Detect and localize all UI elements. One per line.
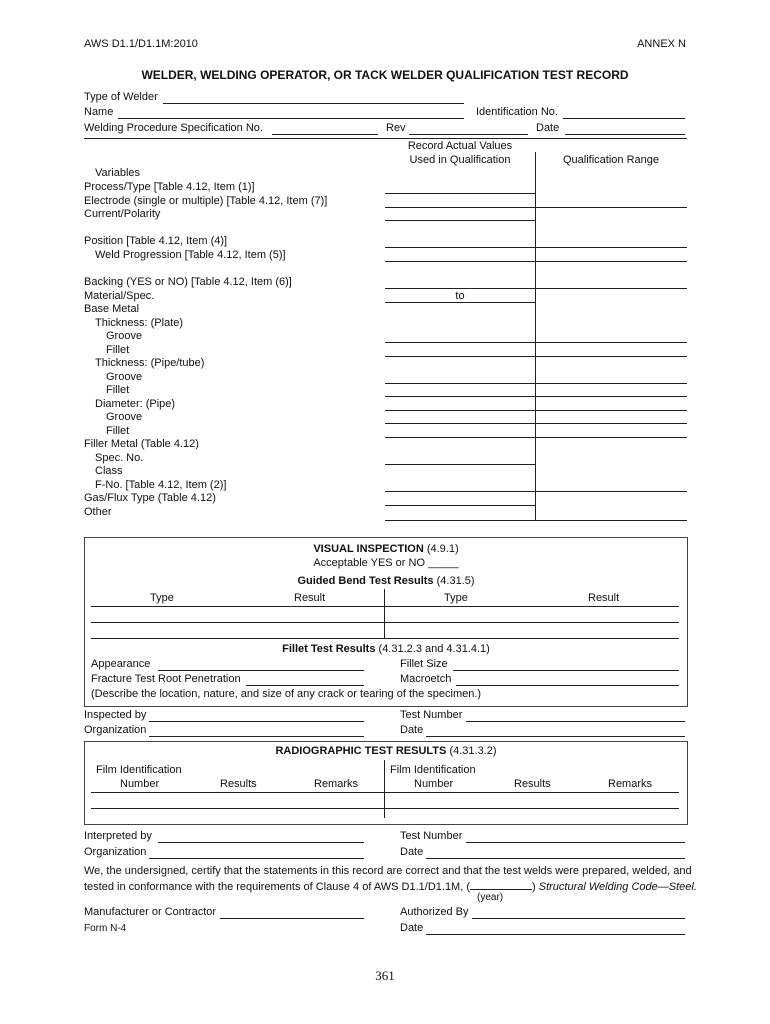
backing-value[interactable] xyxy=(385,288,687,289)
record-actual-heading-1: Record Actual Values xyxy=(407,140,513,152)
certification-line-2-text: tested in conformance with the requirements of Clause 4 of AWS D1.1/D1.1M, ( xyxy=(84,881,470,893)
plate-fillet-value[interactable] xyxy=(385,356,687,357)
certification-line-2-close: ) xyxy=(532,881,536,893)
position-value[interactable] xyxy=(385,247,687,248)
bend-result-heading-2: Result xyxy=(588,592,620,604)
appearance-field[interactable] xyxy=(158,670,364,671)
plate-groove-value[interactable] xyxy=(385,342,687,343)
fracture-field[interactable] xyxy=(246,685,364,686)
guided-bend-title-bold: Guided Bend Test Results xyxy=(297,575,434,587)
film-id-heading-2: Film Identification xyxy=(390,764,476,776)
fillet-test-title xyxy=(84,643,688,655)
certification-date-label: Date xyxy=(400,922,424,934)
material-spec-value[interactable] xyxy=(385,302,535,303)
describe-note: (Describe the location, nature, and size of any crack or tearing of the specimen.) xyxy=(91,688,482,700)
process-type-value[interactable] xyxy=(385,193,535,194)
diameter-groove-value[interactable] xyxy=(385,423,687,424)
material-spec-label: Material/Spec. xyxy=(84,290,155,302)
fillet-test-title-bold: Fillet Test Results xyxy=(282,643,376,655)
date-label: Date xyxy=(536,122,560,134)
rev-field[interactable] xyxy=(409,134,528,135)
filler-metal-label: Filler Metal (Table 4.12) xyxy=(84,438,199,450)
pipe-fillet-label: Fillet xyxy=(106,384,130,396)
header-standard: AWS D1.1/D1.1M:2010 xyxy=(84,38,198,50)
process-type-label: Process/Type [Table 4.12, Item (1)] xyxy=(84,181,255,193)
plate-fillet-label: Fillet xyxy=(106,344,130,356)
guided-bend-title xyxy=(84,575,688,587)
spec-no-label: Spec. No. xyxy=(95,452,144,464)
current-polarity-label: Current/Polarity xyxy=(84,208,161,220)
bend-result-heading-1: Result xyxy=(294,592,326,604)
class-label: Class xyxy=(95,465,123,477)
thickness-plate-label: Thickness: (Plate) xyxy=(95,317,184,329)
identification-no-field[interactable] xyxy=(563,118,685,119)
pipe-groove-value[interactable] xyxy=(385,383,687,384)
remarks-heading-2: Remarks xyxy=(608,778,653,790)
bend-type-heading-2: Type xyxy=(444,592,468,604)
visual-inspection-title-bold: VISUAL INSPECTION xyxy=(313,543,424,555)
certification-line-2 xyxy=(84,879,697,893)
bend-row-1[interactable] xyxy=(91,606,679,607)
wps-no-field[interactable] xyxy=(272,134,378,135)
rev-label: Rev xyxy=(386,122,406,134)
form-number: Form N-4 xyxy=(84,923,127,934)
authorized-by-field[interactable] xyxy=(472,918,685,919)
table-top-rule xyxy=(84,138,687,139)
visual-acceptable[interactable]: Acceptable YES or NO _____ xyxy=(313,557,459,569)
rt-date-field[interactable] xyxy=(426,858,685,859)
diameter-fillet-label: Fillet xyxy=(106,425,130,437)
radiographic-title xyxy=(84,745,688,757)
diameter-pipe-value[interactable] xyxy=(385,410,687,411)
rt-organization-label: Organization xyxy=(84,846,147,858)
remarks-heading-1: Remarks xyxy=(314,778,359,790)
year-field[interactable] xyxy=(470,879,532,890)
results-heading-2: Results xyxy=(514,778,551,790)
radiographic-ref: (4.31.3.2) xyxy=(449,745,497,757)
diameter-fillet-value[interactable] xyxy=(385,437,687,438)
base-metal-label: Base Metal xyxy=(84,303,140,315)
bend-type-heading-1: Type xyxy=(150,592,174,604)
rt-organization-field[interactable] xyxy=(149,858,364,859)
wps-no-label: Welding Procedure Specification No. xyxy=(84,122,263,134)
organization-label: Organization xyxy=(84,724,147,736)
electrode-label: Electrode (single or multiple) [Table 4.12, Item (7)] xyxy=(84,195,328,207)
year-label: (year) xyxy=(477,892,504,903)
bend-row-2[interactable] xyxy=(91,622,679,623)
thickness-pipe-label: Thickness: (Pipe/tube) xyxy=(95,357,205,369)
visual-inspection-ref: (4.9.1) xyxy=(426,543,459,555)
electrode-value[interactable] xyxy=(385,207,687,208)
macroetch-field[interactable] xyxy=(456,685,679,686)
interpreted-by-label: Interpreted by xyxy=(84,830,152,842)
diameter-groove-label: Groove xyxy=(106,411,143,423)
certification-line-1: We, the undersigned, certify that the statements in this record are correct and that the test welds were prepared, welded, and xyxy=(84,865,692,877)
pipe-groove-label: Groove xyxy=(106,371,143,383)
gas-flux-label: Gas/Flux Type (Table 4.12) xyxy=(84,492,216,504)
radiographic-title-bold: RADIOGRAPHIC TEST RESULTS xyxy=(275,745,447,757)
date-field[interactable] xyxy=(565,134,685,135)
fillet-size-field[interactable] xyxy=(453,670,679,671)
page-number: 361 xyxy=(375,968,395,983)
record-actual-heading-2: Used in Qualification xyxy=(409,154,511,166)
rt-date-label: Date xyxy=(400,846,424,858)
bend-row-3[interactable] xyxy=(91,638,679,639)
inspected-by-label: Inspected by xyxy=(84,709,147,721)
organization-field[interactable] xyxy=(149,736,364,737)
current-polarity-value[interactable] xyxy=(385,220,535,221)
pipe-fillet-value[interactable] xyxy=(385,396,687,397)
test-number-label: Test Number xyxy=(400,709,463,721)
variables-heading: Variables xyxy=(95,167,141,179)
position-label: Position [Table 4.12, Item (4)] xyxy=(84,235,228,247)
inspection-date-label: Date xyxy=(400,724,424,736)
other-value[interactable] xyxy=(385,520,687,521)
other-label: Other xyxy=(84,506,112,518)
certification-date-field[interactable] xyxy=(426,934,685,935)
name-label: Name xyxy=(84,106,114,118)
plate-groove-label: Groove xyxy=(106,330,143,342)
f-no-label: F-No. [Table 4.12, Item (2)] xyxy=(95,479,227,491)
macroetch-label: Macroetch xyxy=(400,673,452,685)
manufacturer-field[interactable] xyxy=(220,918,364,919)
diameter-pipe-label: Diameter: (Pipe) xyxy=(95,398,176,410)
film-id-heading-1: Film Identification xyxy=(96,764,182,776)
guided-bend-ref: (4.31.5) xyxy=(436,575,475,587)
name-field[interactable] xyxy=(118,118,464,119)
visual-inspection-title xyxy=(84,543,688,555)
bend-column-divider xyxy=(384,589,385,639)
interpreted-by-field[interactable] xyxy=(158,842,364,843)
appearance-label: Appearance xyxy=(91,658,151,670)
radiographic-column-divider xyxy=(384,760,385,818)
rt-test-number-label: Test Number xyxy=(400,830,463,842)
fillet-test-ref: (4.31.2.3 and 4.31.4.1) xyxy=(378,643,490,655)
radiographic-row-1[interactable] xyxy=(91,792,679,793)
f-no-value[interactable] xyxy=(385,491,687,492)
number-heading-2: Number xyxy=(414,778,454,790)
form-title: WELDER, WELDING OPERATOR, OR TACK WELDER QUALIFICATION TEST RECORD xyxy=(141,68,629,82)
inspected-by-field[interactable] xyxy=(149,721,364,722)
authorized-by-label: Authorized By xyxy=(400,906,469,918)
gas-flux-value[interactable] xyxy=(385,505,535,506)
results-heading-1: Results xyxy=(220,778,257,790)
identification-no-label: Identification No. xyxy=(476,106,558,118)
rt-test-number-field[interactable] xyxy=(466,842,685,843)
fillet-size-label: Fillet Size xyxy=(400,658,448,670)
backing-label: Backing (YES or NO) [Table 4.12, Item (6)] xyxy=(84,276,292,288)
type-of-welder-field[interactable] xyxy=(163,103,464,104)
spec-no-value[interactable] xyxy=(385,464,535,465)
weld-progression-label: Weld Progression [Table 4.12, Item (5)] xyxy=(95,249,286,261)
header-annex: ANNEX N xyxy=(637,38,686,50)
test-number-field[interactable] xyxy=(466,721,685,722)
inspection-date-field[interactable] xyxy=(426,736,685,737)
type-of-welder-label: Type of Welder xyxy=(84,91,158,103)
material-spec-to: to xyxy=(455,290,465,302)
fracture-label: Fracture Test Root Penetration xyxy=(91,673,241,685)
number-heading-1: Number xyxy=(120,778,160,790)
structural-welding-code: Structural Welding Code—Steel. xyxy=(538,881,697,893)
qualification-range-heading: Qualification Range xyxy=(562,154,659,166)
weld-progression-value[interactable] xyxy=(385,261,687,262)
manufacturer-label: Manufacturer or Contractor xyxy=(84,906,217,918)
radiographic-row-2[interactable] xyxy=(91,808,679,809)
